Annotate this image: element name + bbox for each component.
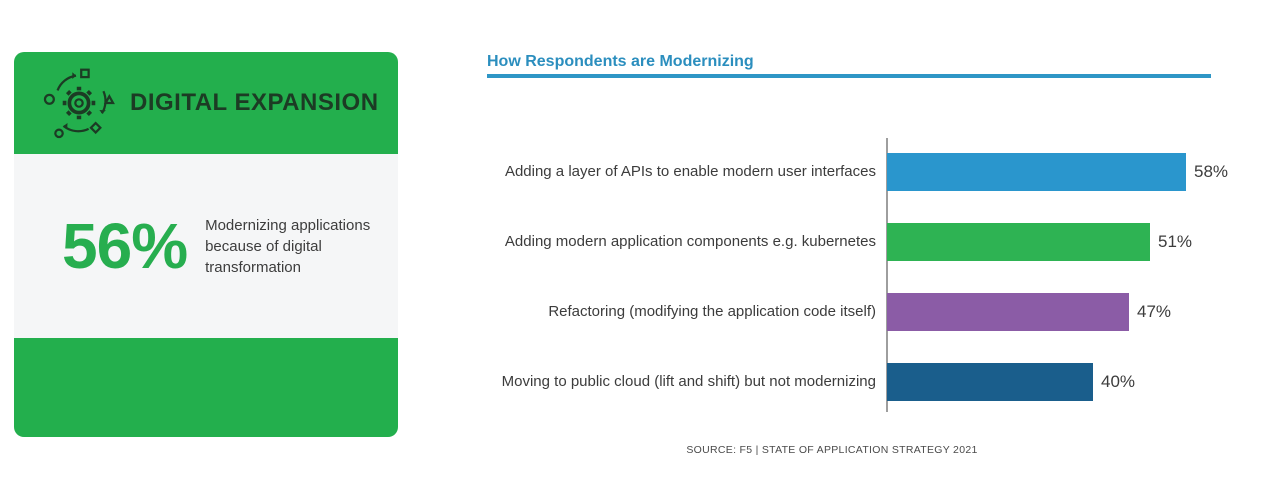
category-label: Adding modern application components e.g. kubernetes [504,233,876,251]
card-footer [14,338,398,437]
bar [887,223,1150,261]
bar [887,153,1186,191]
chart-rows [470,153,1250,433]
gear-process-icon [42,66,116,140]
value-label: 47% [1137,302,1172,321]
value-label: 40% [1101,372,1136,391]
card-header [14,52,398,154]
chart-title: How Respondents are Modernizing [487,53,754,70]
chart-row [470,153,1250,191]
chart-row [470,223,1250,261]
stat-description: Modernizing applications because of digital transformation [205,216,371,276]
category-label: Refactoring (modifying the application code itself) [548,303,876,321]
value-label: 58% [1194,162,1229,181]
stat-value: 56% [62,210,188,282]
digital-expansion-card [14,52,398,437]
value-label: 51% [1158,232,1193,251]
chart-row [470,363,1250,401]
bar [887,293,1129,331]
chart-title-underline [487,74,1211,78]
chart-row [470,293,1250,331]
card-body [14,154,398,338]
card-title: DIGITAL EXPANSION [130,89,379,116]
category-label: Adding a layer of APIs to enable modern user interfaces [504,163,876,181]
bar [887,363,1093,401]
chart-source: SOURCE: F5 | STATE OF APPLICATION STRATEGY 2021 [686,444,978,456]
category-label: Moving to public cloud (lift and shift) but not modernizing [501,373,876,391]
